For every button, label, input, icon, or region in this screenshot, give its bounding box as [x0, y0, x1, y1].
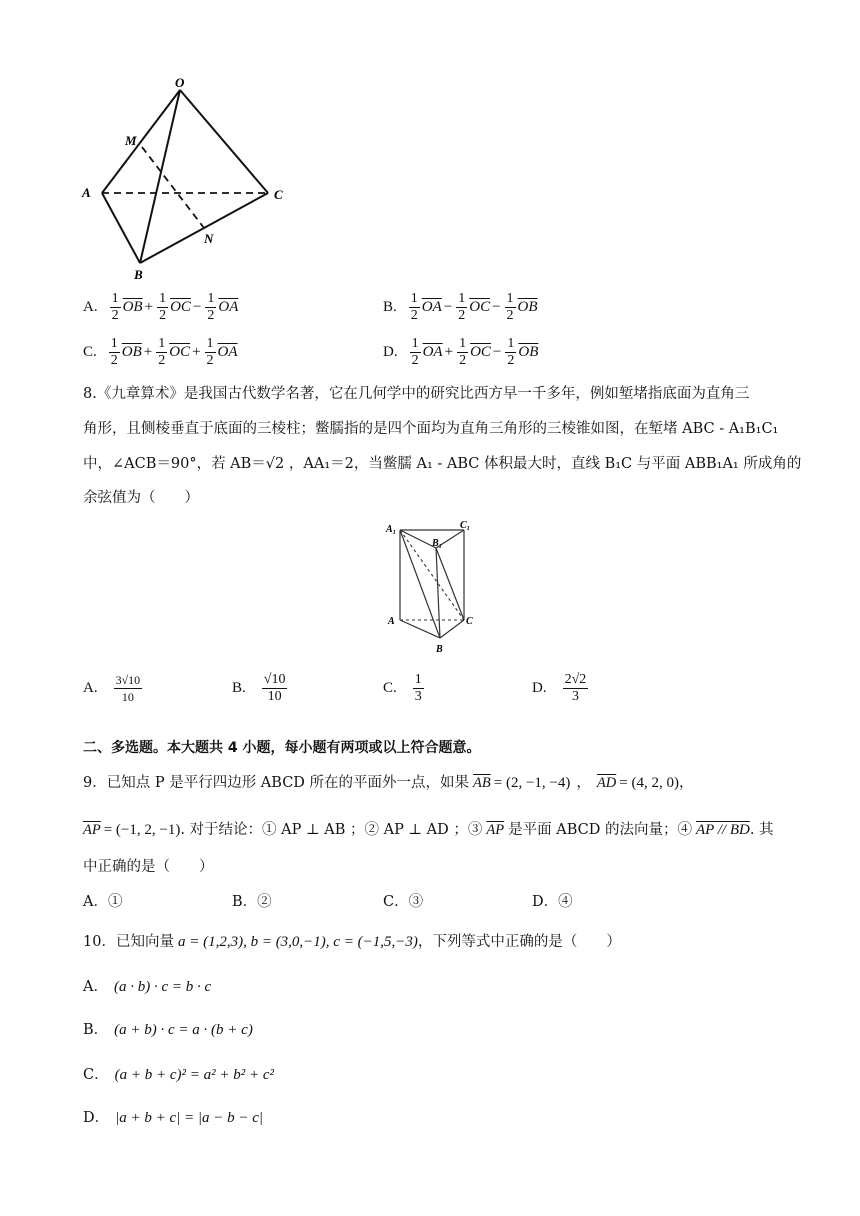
q8-option-a[interactable]: A. $\frac{3√10}{10}$ [83, 673, 141, 704]
label-c: C [274, 187, 283, 202]
label-b: B [134, 267, 143, 282]
q9-option-b[interactable]: B．② [232, 894, 272, 910]
q8-line-4: 余弦值为（ ） [83, 490, 199, 506]
label-n: N [204, 231, 214, 246]
label-m: M [125, 133, 137, 148]
q9-option-c[interactable]: C．③ [383, 894, 424, 910]
q8-line-2: 角形，且侧棱垂直于底面的三棱柱；鳖臑指的是四个面均为直角三角形的三棱锥如图，在堑堵 ABC - A₁B₁C₁ [83, 421, 779, 437]
label-prism-c: C [466, 616, 473, 627]
q7-option-c[interactable]: C. $\frac{1}{2}$ $\overline{OB}$ + $\frac{1}{2}$ $\overline{OC}$ + $\frac{1}{2}$ $\overline{OA}$ [83, 336, 238, 368]
q10-option-c[interactable]: C． (a + b + c)² = a² + b² + c² [83, 1067, 275, 1083]
q9-line-1: 9．已知点 P 是平行四边形 ABCD 所在的平面外一点，如果 $\overline{AB}$ = (2, −1, −4) ， $\overline{AD}$ = (4, 2, 0) ， [83, 775, 694, 791]
q9-line-3: 中正确的是（ ） [83, 859, 214, 875]
q10-option-a[interactable]: A． (a · b) · c = b · c [83, 979, 212, 995]
q7-option-b-letter: B. [383, 299, 397, 315]
q8-line-3: 中，∠ACB＝90°，若 AB＝√2 ，AA₁＝2，当鳖臑 A₁ - ABC 体积最大时，直线 B₁C 与平面 ABB₁A₁ 所成角的 [83, 456, 802, 472]
q7-option-a-letter: A. [83, 299, 98, 315]
label-prism-b: B [436, 644, 443, 655]
q8-option-b[interactable]: B. $\frac{√10}{10}$ [232, 672, 286, 704]
q9-option-d[interactable]: D．④ [532, 894, 573, 910]
q7-option-d-letter: D. [383, 344, 398, 360]
q7-option-d[interactable]: D. $\frac{1}{2}$ $\overline{OA}$ + $\frac{1}{2}$ $\overline{OC}$ − $\frac{1}{2}$ $\overline{OB}$ [383, 336, 539, 368]
half-fraction: $\frac{1}{2}$ [111, 291, 119, 323]
q8-line-1: 8.《九章算术》是我国古代数学名著，它在几何学中的研究比西方早一千多年，例如堑堵指底面为直角三 [83, 386, 750, 402]
q7-option-c-letter: C. [83, 344, 97, 360]
label-a: A [82, 185, 91, 200]
section-heading: 二、多选题。本大题共 4 小题，每小题有两项或以上符合题意。 [83, 740, 481, 756]
label-prism-a: A [388, 616, 395, 627]
q8-option-d[interactable]: D. $\frac{2√2}{3}$ [532, 672, 587, 704]
prism-figure [380, 518, 490, 658]
label-b1: B₁ [432, 538, 443, 549]
tetrahedron-figure [70, 75, 300, 285]
label-a1: A₁ [386, 524, 397, 535]
label-c1: C₁ [460, 520, 471, 531]
q9-line-2: $\overline{AP}$ = (−1, 2, −1) . 对于结论：① AP ⊥ AB ；② AP ⊥ AD ；③ $\overline{AP}$ 是平面 ABCD 的法向量；④ AP // BD . 其 [83, 822, 774, 838]
q9-option-a[interactable]: A．① [83, 894, 123, 910]
q8-option-c[interactable]: C. $\frac{1}{3}$ [383, 672, 422, 704]
label-o: O [175, 75, 185, 90]
q10-option-b[interactable]: B． (a + b) · c = a · (b + c) [83, 1022, 253, 1038]
q7-option-b[interactable]: B. $\frac{1}{2}$ $\overline{OA}$ − $\frac{1}{2}$ $\overline{OC}$ − $\frac{1}{2}$ $\overline{OB}$ [383, 291, 538, 323]
q7-option-a[interactable]: A. $\frac{1}{2}$ $\overline{OB}$ + $\frac{1}{2}$ $\overline{OC}$ − $\frac{1}{2}$ $\overline{OA}$ [83, 291, 239, 323]
q10-option-d[interactable]: D． |a + b + c| = |a − b − c| [83, 1110, 264, 1126]
q10-line-1: 10．已知向量 a = (1,2,3), b = (3,0,−1), c = (−1,5,−3) ，下列等式中正确的是（ ） [83, 934, 621, 950]
